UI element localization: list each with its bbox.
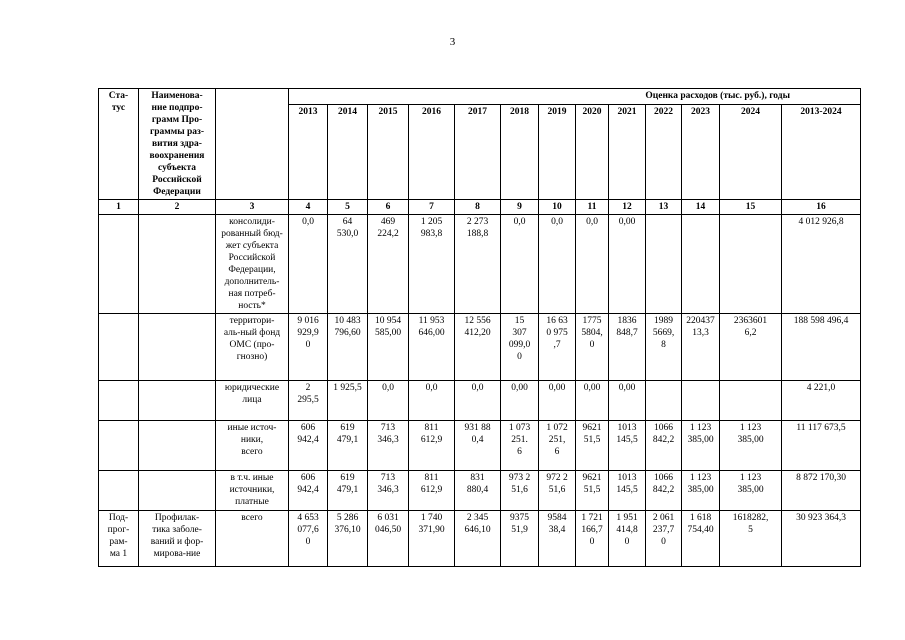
year-header: 2014 (328, 105, 368, 200)
subprogram-name-cell (139, 314, 216, 381)
table-row (99, 215, 861, 314)
table-row (99, 471, 861, 511)
value-cell: 0,00 (609, 381, 646, 421)
value-cell: 220437 13,3 (682, 314, 720, 381)
value-cell: 2 061 237,7 0 (646, 511, 682, 567)
funding-source-cell: всего (216, 511, 289, 567)
value-cell: 0,0 (501, 215, 539, 314)
column-number: 14 (682, 200, 720, 215)
column-number: 3 (216, 200, 289, 215)
value-cell: 1618282, 5 (720, 511, 782, 567)
value-cell (720, 381, 782, 421)
column-number: 7 (409, 200, 455, 215)
year-header: 2013-2024 (782, 105, 861, 200)
table-row (99, 421, 861, 471)
expenses-table (98, 88, 861, 567)
value-cell: 64 530,0 (328, 215, 368, 314)
value-cell: 2363601 6,2 (720, 314, 782, 381)
value-cell: 1 205 983,8 (409, 215, 455, 314)
value-cell: 0,00 (609, 215, 646, 314)
value-cell: 4 221,0 (782, 381, 861, 421)
year-header: 2016 (409, 105, 455, 200)
column-number: 1 (99, 200, 139, 215)
funding-source-cell: иные источ- ники, всего (216, 421, 289, 471)
value-cell: 469 224,2 (368, 215, 409, 314)
column-number: 8 (455, 200, 501, 215)
funding-source-cell: территори- аль-ный фонд ОМС (про- гнозно) (216, 314, 289, 381)
value-cell: 1013 145,5 (609, 421, 646, 471)
year-header: 2018 (501, 105, 539, 200)
value-cell: 15 307 099,0 0 (501, 314, 539, 381)
value-cell: 2 345 646,10 (455, 511, 501, 567)
value-cell: 0,00 (539, 381, 576, 421)
value-cell: 6 031 046,50 (368, 511, 409, 567)
value-cell: 0,00 (501, 381, 539, 421)
value-cell: 1066 842,2 (646, 471, 682, 511)
value-cell: 0,0 (409, 381, 455, 421)
value-cell (646, 381, 682, 421)
value-cell: 619 479,1 (328, 421, 368, 471)
column-number: 15 (720, 200, 782, 215)
year-header: 2015 (368, 105, 409, 200)
value-cell: 0,0 (576, 215, 609, 314)
column-number: 6 (368, 200, 409, 215)
value-cell: 5 286 376,10 (328, 511, 368, 567)
value-cell: 9375 51,9 (501, 511, 539, 567)
year-header: 2020 (576, 105, 609, 200)
value-cell: 1 073 251. 6 (501, 421, 539, 471)
value-cell (646, 215, 682, 314)
year-header: 2024 (720, 105, 782, 200)
subprogram-name-cell (139, 381, 216, 421)
value-cell: 811 612,9 (409, 421, 455, 471)
year-header: 2021 (609, 105, 646, 200)
value-cell: 2 273 188,8 (455, 215, 501, 314)
value-cell: 8 872 170,30 (782, 471, 861, 511)
value-cell: 11 117 673,5 (782, 421, 861, 471)
column-number: 12 (609, 200, 646, 215)
funding-source-cell: консолиди- рованный бюд- жет субъекта Российской Федерации, дополнитель- ная потреб- ность* (216, 215, 289, 314)
value-cell: 811 612,9 (409, 471, 455, 511)
value-cell: 606 942,4 (289, 421, 328, 471)
funding-source-cell: юридические лица (216, 381, 289, 421)
column-number: 11 (576, 200, 609, 215)
value-cell: 0,00 (576, 381, 609, 421)
value-cell: 972 2 51,6 (539, 471, 576, 511)
table-row (99, 511, 861, 567)
value-cell: 30 923 364,3 (782, 511, 861, 567)
value-cell: 713 346,3 (368, 421, 409, 471)
value-cell: 10 954 585,00 (368, 314, 409, 381)
year-header: 2019 (539, 105, 576, 200)
status-cell (99, 314, 139, 381)
value-cell: 9621 51,5 (576, 421, 609, 471)
value-cell: 619 479,1 (328, 471, 368, 511)
value-cell: 1013 145,5 (609, 471, 646, 511)
column-number: 13 (646, 200, 682, 215)
status-cell (99, 215, 139, 314)
status-cell (99, 471, 139, 511)
value-cell: 1 123 385,00 (682, 471, 720, 511)
value-cell: 1989 5669, 8 (646, 314, 682, 381)
cost-title-header: Оценка расходов (тыс. руб.), годы (289, 89, 861, 105)
value-cell: 713 346,3 (368, 471, 409, 511)
value-cell: 0,0 (368, 381, 409, 421)
value-cell: 4 012 926,8 (782, 215, 861, 314)
subprogram-name-cell (139, 471, 216, 511)
column-number: 4 (289, 200, 328, 215)
value-cell: 1 123 385,00 (682, 421, 720, 471)
column-number: 2 (139, 200, 216, 215)
value-cell: 1775 5804, 0 (576, 314, 609, 381)
subprogram-name-cell: Профилак- тика заболе- ваний и фор- мирова-ние (139, 511, 216, 567)
value-cell: 11 953 646,00 (409, 314, 455, 381)
status-header: Ста- тус (99, 89, 139, 200)
value-cell: 1 123 385,00 (720, 471, 782, 511)
value-cell: 188 598 496,4 (782, 314, 861, 381)
column-number: 5 (328, 200, 368, 215)
value-cell: 1 951 414,8 0 (609, 511, 646, 567)
year-header: 2013 (289, 105, 328, 200)
value-cell: 9621 51,5 (576, 471, 609, 511)
table-row (99, 314, 861, 381)
value-cell: 2 295,5 (289, 381, 328, 421)
value-cell: 1 721 166,7 0 (576, 511, 609, 567)
page-number: 3 (449, 36, 456, 48)
value-cell: 1 618 754,40 (682, 511, 720, 567)
status-cell: Под- прог- рам- ма 1 (99, 511, 139, 567)
subprogram-name-cell (139, 215, 216, 314)
value-cell: 606 942,4 (289, 471, 328, 511)
value-cell (720, 215, 782, 314)
column-number: 16 (782, 200, 861, 215)
value-cell: 1 740 371,90 (409, 511, 455, 567)
value-cell (682, 381, 720, 421)
value-cell: 1 925,5 (328, 381, 368, 421)
value-cell: 12 556 412,20 (455, 314, 501, 381)
value-cell: 1 072 251, 6 (539, 421, 576, 471)
value-cell: 0,0 (289, 215, 328, 314)
source-header (216, 89, 289, 200)
value-cell: 4 653 077,6 0 (289, 511, 328, 567)
value-cell: 973 2 51,6 (501, 471, 539, 511)
value-cell: 931 88 0,4 (455, 421, 501, 471)
subprogram-name-cell (139, 421, 216, 471)
value-cell: 1066 842,2 (646, 421, 682, 471)
value-cell (682, 215, 720, 314)
table-row (99, 381, 861, 421)
value-cell: 9584 38,4 (539, 511, 576, 567)
status-cell (99, 381, 139, 421)
year-header: 2017 (455, 105, 501, 200)
funding-source-cell: в т.ч. иные источники, платные (216, 471, 289, 511)
value-cell: 1836 848,7 (609, 314, 646, 381)
value-cell: 0,0 (539, 215, 576, 314)
subprogram-name-header: Наименова- ние подпро- грамм Про- граммы раз- вития здра- воохранения субъекта Российской Федерации (139, 89, 216, 200)
value-cell: 16 63 0 975 ,7 (539, 314, 576, 381)
value-cell: 9 016 929,9 0 (289, 314, 328, 381)
status-cell (99, 421, 139, 471)
value-cell: 0,0 (455, 381, 501, 421)
value-cell: 1 123 385,00 (720, 421, 782, 471)
value-cell: 10 483 796,60 (328, 314, 368, 381)
year-header: 2023 (682, 105, 720, 200)
column-number: 10 (539, 200, 576, 215)
column-number: 9 (501, 200, 539, 215)
year-header: 2022 (646, 105, 682, 200)
value-cell: 831 880,4 (455, 471, 501, 511)
